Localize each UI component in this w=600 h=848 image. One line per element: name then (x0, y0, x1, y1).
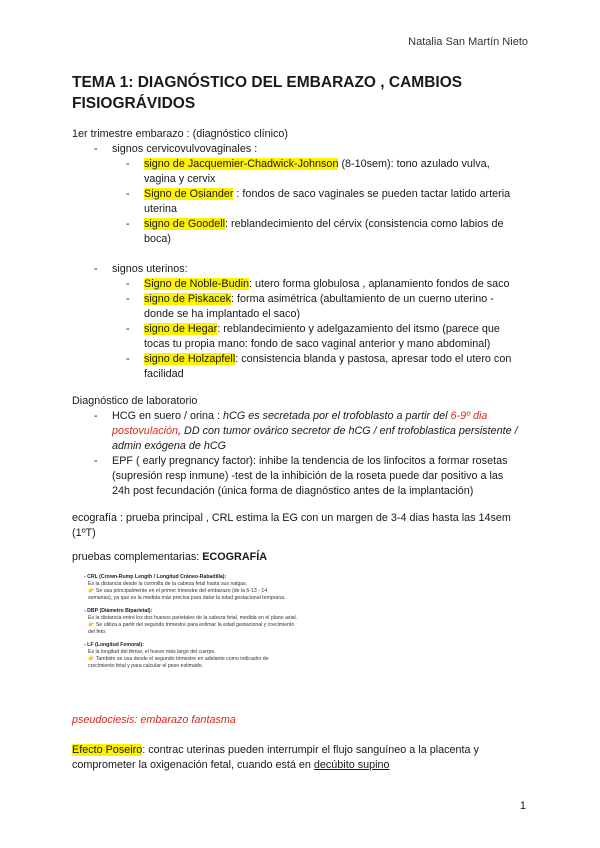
highlighted-term: signo de Holzapfell (144, 353, 236, 365)
highlighted-term: signo de Goodell (144, 218, 226, 230)
list-item (94, 454, 507, 469)
list-text-continuation: (supresión resp inmune) -test de la inhibición de la roseta puede dar positivo a las (112, 470, 504, 482)
pointing-hand-icon: 👉 (88, 656, 95, 662)
highlighted-term: signo de Jacquemier-Chadwick-Johnson (144, 158, 339, 170)
list-text: : fondos de saco vaginales se pueden tactar latido arteria (233, 188, 511, 200)
list-text: HCG en suero / orina : (112, 410, 224, 422)
figure-dbp-title: - DBP (Diámetro Biparietal): (84, 608, 153, 614)
list-text-continuation: facilidad (144, 368, 184, 380)
list-text-continuation: admin exógena de hCG (112, 440, 227, 452)
list-text: : reblandecimiento del cérvix (consistencia como labios de (225, 218, 504, 230)
dash-bullet: - (126, 353, 130, 365)
list-text-continuation: boca) (144, 233, 172, 245)
section-heading-lab: Diagnóstico de laboratorio (72, 395, 198, 407)
list-item (94, 142, 257, 157)
list-text: : reblandecimiento y adelgazamiento del itsmo (parece que (217, 323, 500, 335)
figure-text: También se usa desde el segundo trimestre en adelante como indicador de (95, 656, 269, 662)
underlined-text: decúbito supino (313, 759, 390, 771)
dash-bullet: - (94, 263, 98, 275)
author-header: Natalia San Martín Nieto (408, 36, 528, 48)
section-heading-first-trimester: 1er trimestre embarazo : (diagnóstico clínico) (72, 128, 289, 140)
paragraph-text: comprometer la oxigenación fetal, cuando está en (72, 759, 314, 771)
list-item (126, 187, 510, 202)
red-italic-text: 6-9º dia (450, 410, 488, 422)
paragraph-ecografia-cont: (1ºT) (72, 527, 96, 539)
pointing-hand-icon: 👉 (88, 588, 95, 594)
italic-text: , DD con tumor ovárico secretor de hCG / enf trofoblastica persistente / (178, 425, 518, 437)
pointing-hand-icon: 👉 (88, 622, 95, 628)
list-item (126, 277, 510, 292)
poseiro-paragraph (72, 743, 479, 758)
list-text-continuation (112, 424, 518, 439)
ecografia-measurements-figure (82, 572, 330, 696)
italic-text: hCG es secretada por el trofoblasto a partir del (223, 410, 451, 422)
figure-lf-title: - LF (Longitud Femoral): (84, 642, 144, 648)
list-text: : forma asimétrica (abultamiento de un cuerno uterino - (231, 293, 494, 305)
dash-bullet: - (126, 218, 130, 230)
list-item (126, 322, 500, 337)
list-text: : consistencia blanda y pastosa, apresar todo el utero con (235, 353, 512, 365)
list-item (126, 352, 511, 367)
highlighted-term: signo de Hegar (144, 323, 218, 335)
dash-bullet: - (94, 410, 98, 422)
dash-bullet: - (94, 455, 98, 467)
figure-text: crecimiento fetal y para calcular el peso estimado. (88, 663, 204, 669)
figure-text: Es la longitud del fémur, el hueso más largo del cuerpo. (88, 649, 216, 655)
list-item (126, 157, 490, 172)
figure-text: Se usa principalmente en el primer trimestre del embarazo (de la 6-13 - 14 (95, 588, 268, 594)
dash-bullet: - (126, 293, 130, 305)
figure-text: Se utiliza a partir del segundo trimestre para estimar la edad gestacional y crecimiento (95, 622, 295, 628)
pseudociesis-note: pseudociesis: embarazo fantasma (72, 714, 236, 726)
highlighted-term: Efecto Poseiro (72, 744, 143, 756)
highlighted-term: Signo de Osiander (144, 188, 234, 200)
list-label: signos uterinos: (112, 263, 188, 275)
figure-text: Es la distancia desde la coronilla de la cabeza fetal hasta sus nalgas. (88, 581, 248, 587)
figure-text: semanas), ya que es la medida más precisa para datar la edad gestacional temprana. (88, 595, 286, 601)
list-text: : utero forma globulosa , aplanamiento fondos de saco (249, 278, 510, 290)
dash-bullet: - (94, 143, 98, 155)
dash-bullet: - (126, 188, 130, 200)
list-text-continuation: tocas tu propia mano: fondo de saco vaginal anterior y mano abdominal) (144, 338, 491, 350)
list-text-continuation: donde se ha implantado el saco) (144, 308, 301, 320)
list-label: signos cervicovulvovaginales : (112, 143, 258, 155)
highlighted-term: signo de Piskacek (144, 293, 232, 305)
list-text: EPF ( early pregnancy factor): inhibe la tendencia de los linfocitos a formar rosetas (112, 455, 508, 467)
list-item (94, 409, 487, 424)
pruebas-text: pruebas complementarias: (72, 551, 203, 563)
list-text-continuation: uterina (144, 203, 178, 215)
list-text-continuation: 24h post fecundación (única forma de diagnóstico antes de la implantación) (112, 485, 474, 497)
list-item (94, 262, 188, 277)
paragraph-ecografia: ecografía : prueba principal , CRL estima la EG con un margen de 3-4 dias hasta las 14sem (72, 512, 511, 524)
page-number: 1 (519, 800, 526, 812)
pruebas-bold: ECOGRAFÍA (202, 551, 268, 563)
dash-bullet: - (126, 278, 130, 290)
dash-bullet: - (126, 158, 130, 170)
pruebas-label (72, 550, 267, 565)
list-item (126, 292, 494, 307)
list-text: (8-10sem): tono azulado vulva, (338, 158, 490, 170)
figure-text: del feto. (88, 629, 107, 635)
red-italic-text: postovulación (112, 425, 179, 437)
poseiro-paragraph-cont (72, 758, 390, 773)
list-item (126, 217, 504, 232)
figure-text: Es la distancia entre los dos huesos parietales de la cabeza fetal, medida en el plano axial. (88, 615, 298, 621)
page-title: TEMA 1: DIAGNÓSTICO DEL EMBARAZO , CAMBIOS FISIOGRÁVIDOS (72, 74, 463, 112)
figure-crl-title: - CRL (Crown-Rump Length / Longitud Cráneo-Rabadilla): (84, 574, 227, 580)
list-text-continuation: vagina y cervix (144, 173, 216, 185)
dash-bullet: - (126, 323, 130, 335)
paragraph-text: : contrac uterinas pueden interrumpir el flujo sanguíneo a la placenta y (142, 744, 479, 756)
highlighted-term: Signo de Noble-Budin (144, 278, 250, 290)
